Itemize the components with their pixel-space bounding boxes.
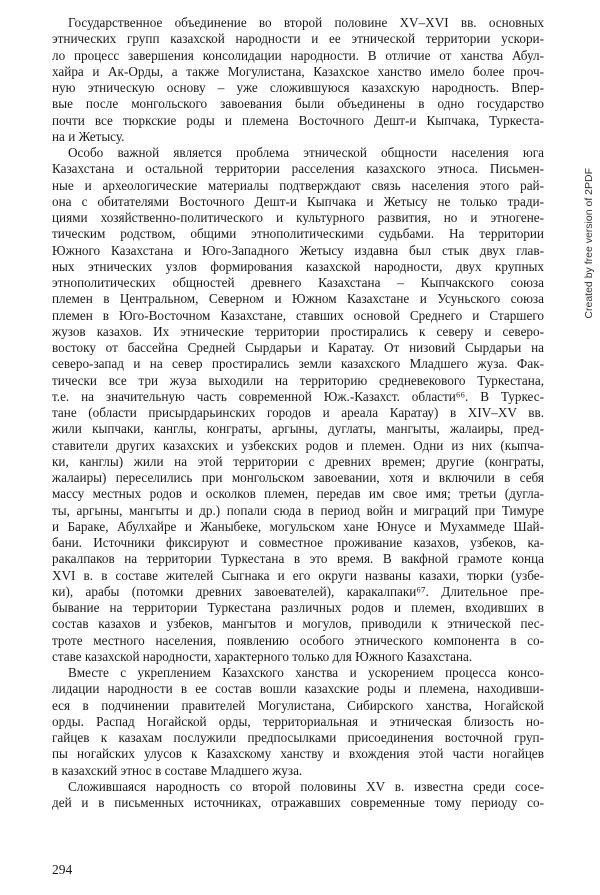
text-line: Вместе с укреплением Казахского ханства и ускорением процесса консо- [68,665,544,680]
text-line: бывание на территории Туркестана различных родов и племен, входивших в [52,600,544,615]
text-line: XVI в. в составе жителей Сыгнака и его округи названы казахи, тюрки (узбе- [52,567,544,583]
text-line: Южного Казахстана и Юго-Западного Жетысу издавна был стык двух глав- [52,242,544,258]
body-text [52,15,544,811]
text-line: ную этническую основу – уже сложившуюся казахскую народность. Впер- [52,80,544,95]
paragraph-2 [52,145,544,665]
text-line: этнических групп казахской народности и ее этнической территории ускори- [52,31,544,47]
text-line: троте местного населения, появлению особого этнического компонента в со- [52,632,544,648]
text-line: т.е. на значительную часть современной Юж.-Казахст. области⁶⁶. В Туркес- [52,388,544,404]
text-line: почти все тюркские роды и племена Восточного Дешт-и Кыпчака, Туркеста- [52,112,544,128]
text-line: тическим родством, общими этнополитическими судьбами. На территории [52,226,544,242]
text-line: ные и археологические материалы подтверждают связь населения этого рай- [52,177,544,193]
text-line: жили кыпчаки, канглы, конграты, аргыны, дуглаты, мангыты, жалаиры, пред- [52,421,544,437]
text-line: пы ногайских улусов к Казахскому ханству и вхождения этой части ногайцев [52,746,544,762]
text-line: циями хозяйственно-политического и культурного развития, но и этногене- [52,210,544,225]
text-line: ки), арабы (потомки древних завоевателей), каракалпаки⁶⁷. Длительное пре- [52,583,544,599]
text-line: вые после монгольского завоевания были объединены в одно государство [52,96,544,112]
text-line: тане (области присырдарьинских городов и ареала Каратау) в XIV–XV вв. [52,405,544,420]
text-line: Государственное объединение во второй половине XV–XVI вв. основных [68,15,544,30]
text-line: ставители других казахских и узбекских родов и племен. Одни из них (кыпча- [52,437,544,453]
text-line: жалаиры) переселились при монгольском завоевании, хотя и включили в себя [52,470,544,485]
page-number: 294 [52,862,73,877]
paragraph-1 [52,15,544,145]
text-line: ты, аргыны, мангыты и др.) попали сюда в период войн и миграций при Тимуре [52,502,544,518]
paragraph-4 [52,779,544,812]
text-line: состав казахов и узбеков, мангытов и могулов, приводили к этнической пес- [52,616,544,632]
text-line: востоку от бассейна Средней Сырдарьи и Каратау. От низовий Сырдарьи на [52,340,544,355]
paragraph-3 [52,665,544,779]
text-line: этнополитических общностей древнего Казахстана – Кыпчакского союза [52,275,544,290]
text-line: бани. Источники фиксируют и совместное проживание казахов, узбеков, ка- [52,535,544,550]
text-line: ло процесс завершения консолидации народности. В отличие от ханства Абул- [52,47,544,63]
text-line: Казахстана и остальной территории расселения казахского этноса. Письмен- [52,161,544,177]
text-line: еся в подчинении правителей Могулистана, Сибирского ханства, Ногайской [52,697,544,713]
text-line: в казахский этнос в составе Младшего жуза. [52,762,303,778]
text-line: и Бараке, Абулхайре и Жаныбеке, могульском хане Юнусе и Мухаммеде Шай- [52,518,544,534]
text-line: массу местных родов и осколков племен, передав им свое имя; третьи (дугла- [52,486,544,502]
text-line: дей и в письменных источниках, отражавших современные тому периоду со- [52,795,544,810]
text-line: лидации народности в ее состав вошли казахские роды и племена, находивши- [52,681,544,697]
text-line: ных этнических узлов формирования казахской народности, двух крупных [52,258,544,274]
text-line: она с обитателями Восточного Дешт-и Кыпчака и Жетысу не только тради- [52,193,544,209]
text-line: Сложившаяся народность со второй половины XV в. известна среди сосе- [68,778,544,794]
text-line: племен в Центральном, Северном и Южном Казахстане и Усуньского союза [52,291,544,307]
text-line: гайцев к казахам послужили предпосылками присоединения восточной груп- [52,730,544,745]
text-line: ставе казахской народности, характерного только для Южного Казахстана. [52,648,473,664]
text-line: тически все три жуза выходили на территорию средневекового Туркестана, [52,372,544,388]
text-line: племен в Юго-Восточном Казахстане, ставших основой Среднего и Старшего [52,307,544,323]
text-line: хайра и Ак-Орды, а также Могулистана, Казахское ханство имело более проч- [52,63,544,79]
text-line: северо-запад и на север простирались земли казахского Младшего жуза. Фак- [52,356,544,372]
text-line: орды. Распад Ногайской орды, территориальная и этническая близость но- [52,713,544,729]
text-line: ракалпаков на территории Туркестана в это время. В вакфной грамоте конца [52,551,544,567]
text-line: ки, канглы) жили на этой территории с древних времен; другие (конграты, [52,453,544,469]
text-line: на и Жетысу. [52,128,125,144]
text-line: Особо важной является проблема этнической общности населения юга [68,145,544,160]
text-line: жузов казахов. Их этнические территории простирались к северу и северо- [52,323,544,339]
watermark: Created by free version of 2PDF [583,168,595,319]
